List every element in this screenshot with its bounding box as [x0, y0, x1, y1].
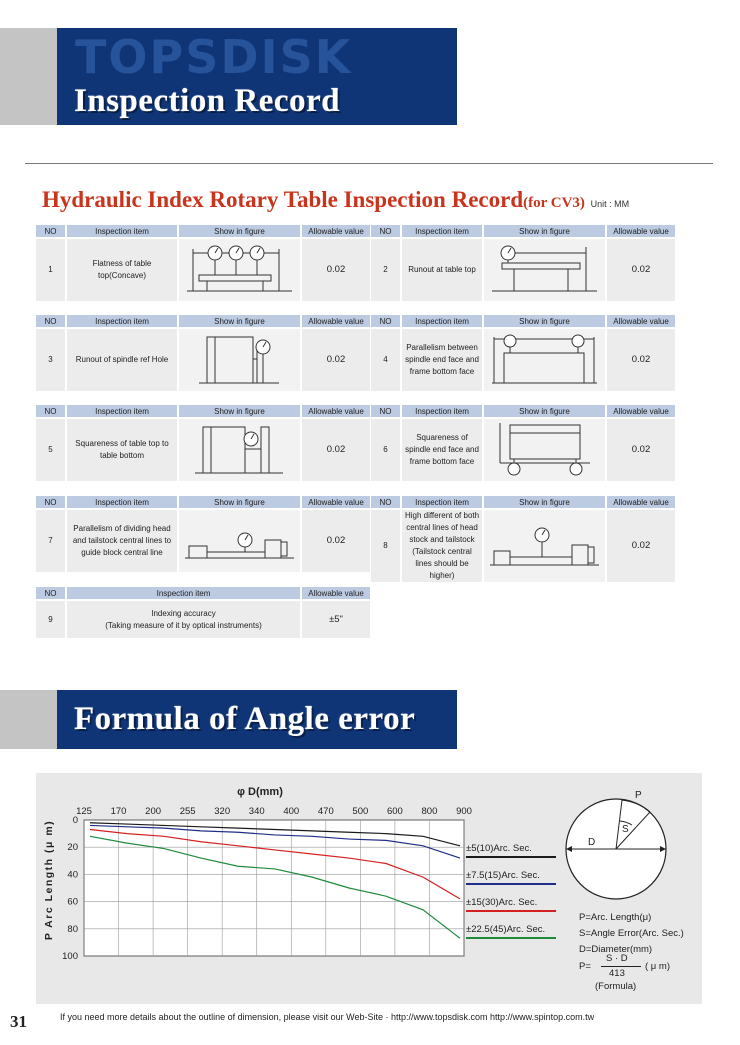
header-figure: Show in figure	[484, 405, 605, 417]
allowable-value: 0.02	[607, 329, 675, 391]
inspection-item: Runout of spindle ref Hole	[67, 329, 177, 391]
header-allowable: Allowable value	[302, 315, 370, 327]
header-allowable: Allowable value	[302, 496, 370, 508]
allowable-value: 0.02	[607, 510, 675, 582]
brand-logo: TOPSDISK	[75, 30, 353, 84]
header-figure: Show in figure	[484, 225, 605, 237]
legend-label: ±5(10)Arc. Sec.	[466, 843, 532, 854]
inspection-no: 7	[36, 510, 65, 572]
legend-item	[466, 924, 556, 951]
legend-label: ±22.5(45)Arc. Sec.	[466, 924, 546, 935]
inspection-item: Squareness of table top to table bottom	[67, 419, 177, 481]
header-allowable: Allowable value	[302, 225, 370, 237]
header-allowable: Allowable value	[607, 405, 675, 417]
inspection-no: 1	[36, 239, 65, 301]
allowable-value: 0.02	[607, 419, 675, 481]
inspection-item: Runout at table top	[402, 239, 482, 301]
legend-swatch	[466, 937, 556, 939]
inspection-table-3	[34, 313, 372, 393]
header-figure: Show in figure	[179, 405, 300, 417]
legend-label: ±7.5(15)Arc. Sec.	[466, 870, 540, 881]
x-tick-label: 400	[283, 806, 300, 817]
header-no: NO	[371, 315, 400, 327]
inspection-item: High different of both central lines of head stock and tailstock (Tailstock central lines should be higher)	[402, 510, 482, 582]
y-tick-label: 100	[62, 951, 78, 962]
page-number: 31	[10, 1012, 27, 1031]
section-subtitle: (for CV3)	[523, 195, 585, 211]
legend	[466, 843, 556, 951]
inspection-table-8	[369, 494, 677, 584]
inspection-no: 3	[36, 329, 65, 391]
legend-swatch	[466, 856, 556, 858]
x-tick-label: 125	[76, 806, 92, 817]
y-tick-label: 40	[67, 869, 78, 881]
footer-text: If you need more details about the outline of dimension, please visit our Web-Site · http://www.topsdisk.com http://www.spintop.com.tw	[60, 1012, 595, 1022]
inspection-figure	[179, 510, 300, 572]
header-item: Inspection item	[402, 496, 482, 508]
formula-unit: ( μ m)	[645, 961, 670, 972]
x-tick-label: 470	[317, 806, 334, 817]
header-item: Inspection item	[402, 405, 482, 417]
inspection-figure	[484, 419, 605, 481]
x-tick-label: 255	[179, 806, 196, 817]
inspection-item: Flatness of table top(Concave)	[67, 239, 177, 301]
header-figure: Show in figure	[484, 496, 605, 508]
header-item: Inspection item	[67, 405, 177, 417]
legend-item	[466, 843, 556, 870]
label-s: S	[622, 824, 629, 835]
inspection-table-2	[369, 223, 677, 303]
header-figure: Show in figure	[179, 225, 300, 237]
header-allowable: Allowable value	[607, 496, 675, 508]
legend-swatch	[466, 910, 556, 912]
header-figure: Show in figure	[484, 315, 605, 327]
legend-label: ±15(30)Arc. Sec.	[466, 897, 538, 908]
header-no: NO	[36, 225, 65, 237]
page-title: Inspection Record	[74, 83, 341, 119]
inspection-no: 6	[371, 419, 400, 481]
inspection-figure	[179, 329, 300, 391]
label-p: P	[635, 790, 642, 801]
inspection-item: Squareness of spindle end face and frame bottom face	[402, 419, 482, 481]
formula-numerator: S · D	[606, 953, 628, 964]
x-tick-label: 600	[386, 806, 403, 817]
inspection-figure	[484, 329, 605, 391]
header-no: NO	[371, 405, 400, 417]
allowable-value: 0.02	[607, 239, 675, 301]
header-allowable: Allowable value	[302, 405, 370, 417]
arc-diagram	[560, 785, 680, 910]
inspection-table-6	[369, 403, 677, 483]
header-grey-block	[0, 28, 57, 125]
header-item: Inspection item	[67, 315, 177, 327]
x-tick-label: 500	[352, 806, 369, 817]
inspection-no: 9	[36, 601, 65, 638]
y-tick-label: 20	[67, 842, 78, 854]
fraction-bar	[601, 966, 641, 967]
y-tick-label: 60	[67, 896, 78, 908]
header-divider	[25, 163, 713, 164]
inspection-figure	[179, 239, 300, 301]
inspection-item: Parallelism between spindle end face and frame bottom face	[402, 329, 482, 391]
header-no: NO	[36, 496, 65, 508]
header-item: Inspection item	[402, 225, 482, 237]
formula-line: P=Arc. Length(μ)	[579, 912, 652, 923]
x-tick-label: 900	[456, 806, 472, 817]
formula-caption: (Formula)	[595, 981, 637, 992]
allowable-value: ±5"	[302, 601, 370, 638]
y-tick-label: 0	[72, 815, 78, 826]
header-item: Inspection item	[67, 496, 177, 508]
y-axis-label: P Arc Length (μ m)	[43, 819, 55, 941]
inspection-table-5	[34, 403, 372, 483]
inspection-no: 5	[36, 419, 65, 481]
inspection-no: 8	[371, 510, 400, 582]
section-title: Hydraulic Index Rotary Table Inspection Record	[42, 187, 524, 212]
header-item: Inspection item	[402, 315, 482, 327]
header-no: NO	[36, 315, 65, 327]
plot-area	[84, 820, 464, 956]
inspection-table-9	[34, 585, 372, 640]
header-allowable: Allowable value	[607, 315, 675, 327]
inspection-item-line: Indexing accuracy	[151, 608, 216, 618]
header-no: NO	[371, 496, 400, 508]
allowable-value: 0.02	[302, 419, 370, 481]
chart-title: φ D(mm)	[237, 786, 283, 798]
formula-grey-block	[0, 690, 57, 749]
header-figure: Show in figure	[179, 496, 300, 508]
formula-title: Formula of Angle error	[74, 701, 416, 737]
header-allowable: Allowable value	[607, 225, 675, 237]
allowable-value: 0.02	[302, 510, 370, 572]
inspection-figure	[484, 239, 605, 301]
formula-definitions	[579, 910, 684, 958]
formula-p-equals: P=	[579, 961, 591, 972]
y-tick-label: 80	[67, 923, 78, 935]
formula-banner	[57, 690, 457, 749]
inspection-table-4	[369, 313, 677, 393]
x-tick-label: 320	[214, 806, 231, 817]
inspection-item-line: (Taking measure of it by optical instruments)	[105, 620, 262, 630]
x-tick-label: 340	[248, 806, 265, 817]
header-item: Inspection item	[67, 587, 300, 599]
label-d: D	[588, 837, 596, 848]
inspection-figure	[484, 510, 605, 582]
inspection-item	[67, 601, 300, 638]
header-no: NO	[371, 225, 400, 237]
header-item: Inspection item	[67, 225, 177, 237]
formula-line: D=Diameter(mm)	[579, 944, 653, 955]
allowable-value: 0.02	[302, 329, 370, 391]
header-banner	[57, 28, 457, 125]
inspection-item: Parallelism of dividing head and tailstock central lines to guide block central line	[67, 510, 177, 572]
inspection-figure	[179, 419, 300, 481]
x-tick-label: 800	[421, 806, 438, 817]
header-no: NO	[36, 587, 65, 599]
inspection-no: 4	[371, 329, 400, 391]
x-tick-label: 170	[110, 806, 127, 817]
inspection-no: 2	[371, 239, 400, 301]
inspection-table-7	[34, 494, 372, 574]
legend-swatch	[466, 883, 556, 885]
header-figure: Show in figure	[179, 315, 300, 327]
formula-line: S=Angle Error(Arc. Sec.)	[579, 928, 684, 939]
formula-denominator: 413	[609, 968, 625, 979]
legend-item	[466, 870, 556, 897]
section-heading	[42, 187, 629, 213]
legend-item	[466, 897, 556, 924]
header-allowable: Allowable value	[302, 587, 370, 599]
unit-label: Unit : MM	[590, 199, 630, 209]
inspection-table-1	[34, 223, 372, 303]
header-no: NO	[36, 405, 65, 417]
allowable-value: 0.02	[302, 239, 370, 301]
x-tick-label: 200	[145, 806, 162, 817]
